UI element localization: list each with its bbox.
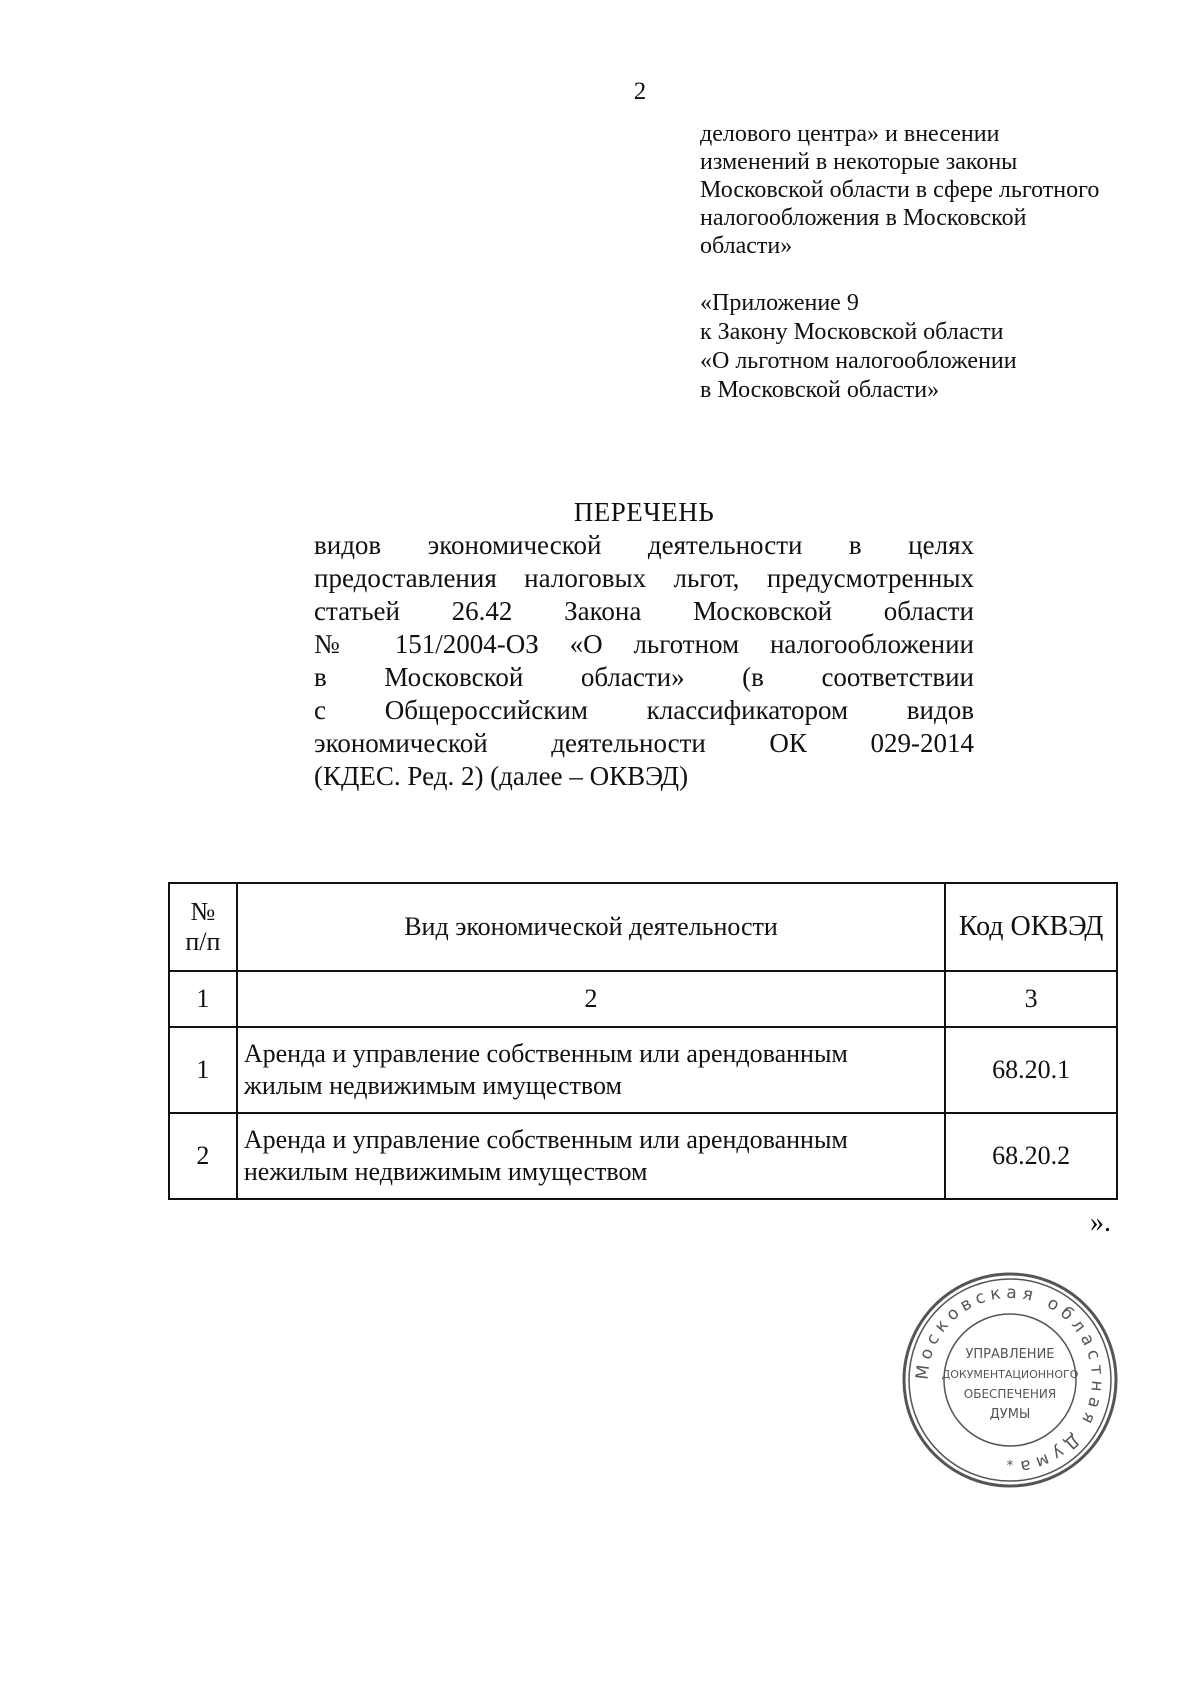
description-line: видов экономической деятельности в целях (314, 530, 974, 560)
row-activity-line: жилым недвижимым имуществом (243, 1071, 622, 1100)
header-line: изменений в некоторые законы (700, 149, 1018, 175)
header-line: Московской области в сфере льготного (700, 177, 1100, 203)
stamp-center-line: ОБЕСПЕЧЕНИЯ (963, 1387, 1057, 1401)
row-code: 68.20.1 (945, 1027, 1117, 1113)
stamp-ring-text: Московская областная Дума (912, 1282, 1108, 1478)
index-cell: 3 (945, 971, 1117, 1027)
stamp-center-line: ДОКУМЕНТАЦИОННОГО (941, 1368, 1079, 1381)
stamp-star: * (1006, 1458, 1014, 1474)
list-description (314, 529, 974, 793)
table-index-row (169, 971, 1117, 1027)
header-number (169, 883, 237, 971)
description-line: предоставления налоговых льгот, предусмотренных (314, 563, 974, 593)
description-line: № 151/2004-ОЗ «О льготном налогообложении (314, 629, 974, 659)
okved-table-container (168, 882, 1118, 1200)
description-line: статьей 26.42 Закона Московской области (314, 596, 974, 626)
stamp-center-line: УПРАВЛЕНИЕ (965, 1347, 1055, 1362)
description-line: в Московской области» (в соответствии (314, 662, 974, 692)
appendix-reference (700, 289, 1140, 405)
stamp-seal-icon (898, 1268, 1122, 1492)
table-row (169, 1113, 1117, 1199)
appendix-line: к Закону Московской области (700, 319, 1004, 345)
header-code: Код ОКВЭД (945, 883, 1117, 971)
header-number-label: п/п (185, 927, 221, 956)
header-line: налогообложения в Московской (700, 205, 1027, 231)
index-cell: 1 (169, 971, 237, 1027)
appendix-line: в Московской области» (700, 377, 940, 403)
header-activity: Вид экономической деятельности (237, 883, 945, 971)
row-activity-line: нежилым недвижимым имуществом (243, 1157, 648, 1186)
row-activity-line: Аренда и управление собственным или арендованным (243, 1039, 848, 1068)
stamp-center-line: ДУМЫ (989, 1407, 1031, 1422)
okved-table (168, 882, 1118, 1200)
description-line: экономической деятельности ОК 029-2014 (314, 728, 974, 758)
row-activity (237, 1027, 945, 1113)
appendix-line: «О льготном налогообложении (700, 348, 1017, 374)
description-line: с Общероссийским классификатором видов (314, 695, 974, 725)
row-code: 68.20.2 (945, 1113, 1117, 1199)
table-row (169, 1027, 1117, 1113)
row-activity (237, 1113, 945, 1199)
table-header-row (169, 883, 1117, 971)
description-line: (КДЕС. Ред. 2) (далее – ОКВЭД) (314, 761, 689, 791)
row-number: 2 (169, 1113, 237, 1199)
index-cell: 2 (237, 971, 945, 1027)
header-line: области» (700, 233, 793, 259)
page-number: 2 (633, 78, 647, 105)
header-number-sign: № (190, 897, 216, 926)
row-number: 1 (169, 1027, 237, 1113)
list-title: ПЕРЕЧЕНЬ (573, 497, 715, 527)
official-stamp (898, 1268, 1122, 1492)
header-line: делового центра» и внесении (700, 121, 1000, 147)
law-title-continuation (700, 120, 1140, 260)
row-activity-line: Аренда и управление собственным или арендованным (243, 1125, 848, 1154)
closing-quote: ». (1090, 1207, 1111, 1238)
appendix-line: «Приложение 9 (700, 290, 859, 316)
